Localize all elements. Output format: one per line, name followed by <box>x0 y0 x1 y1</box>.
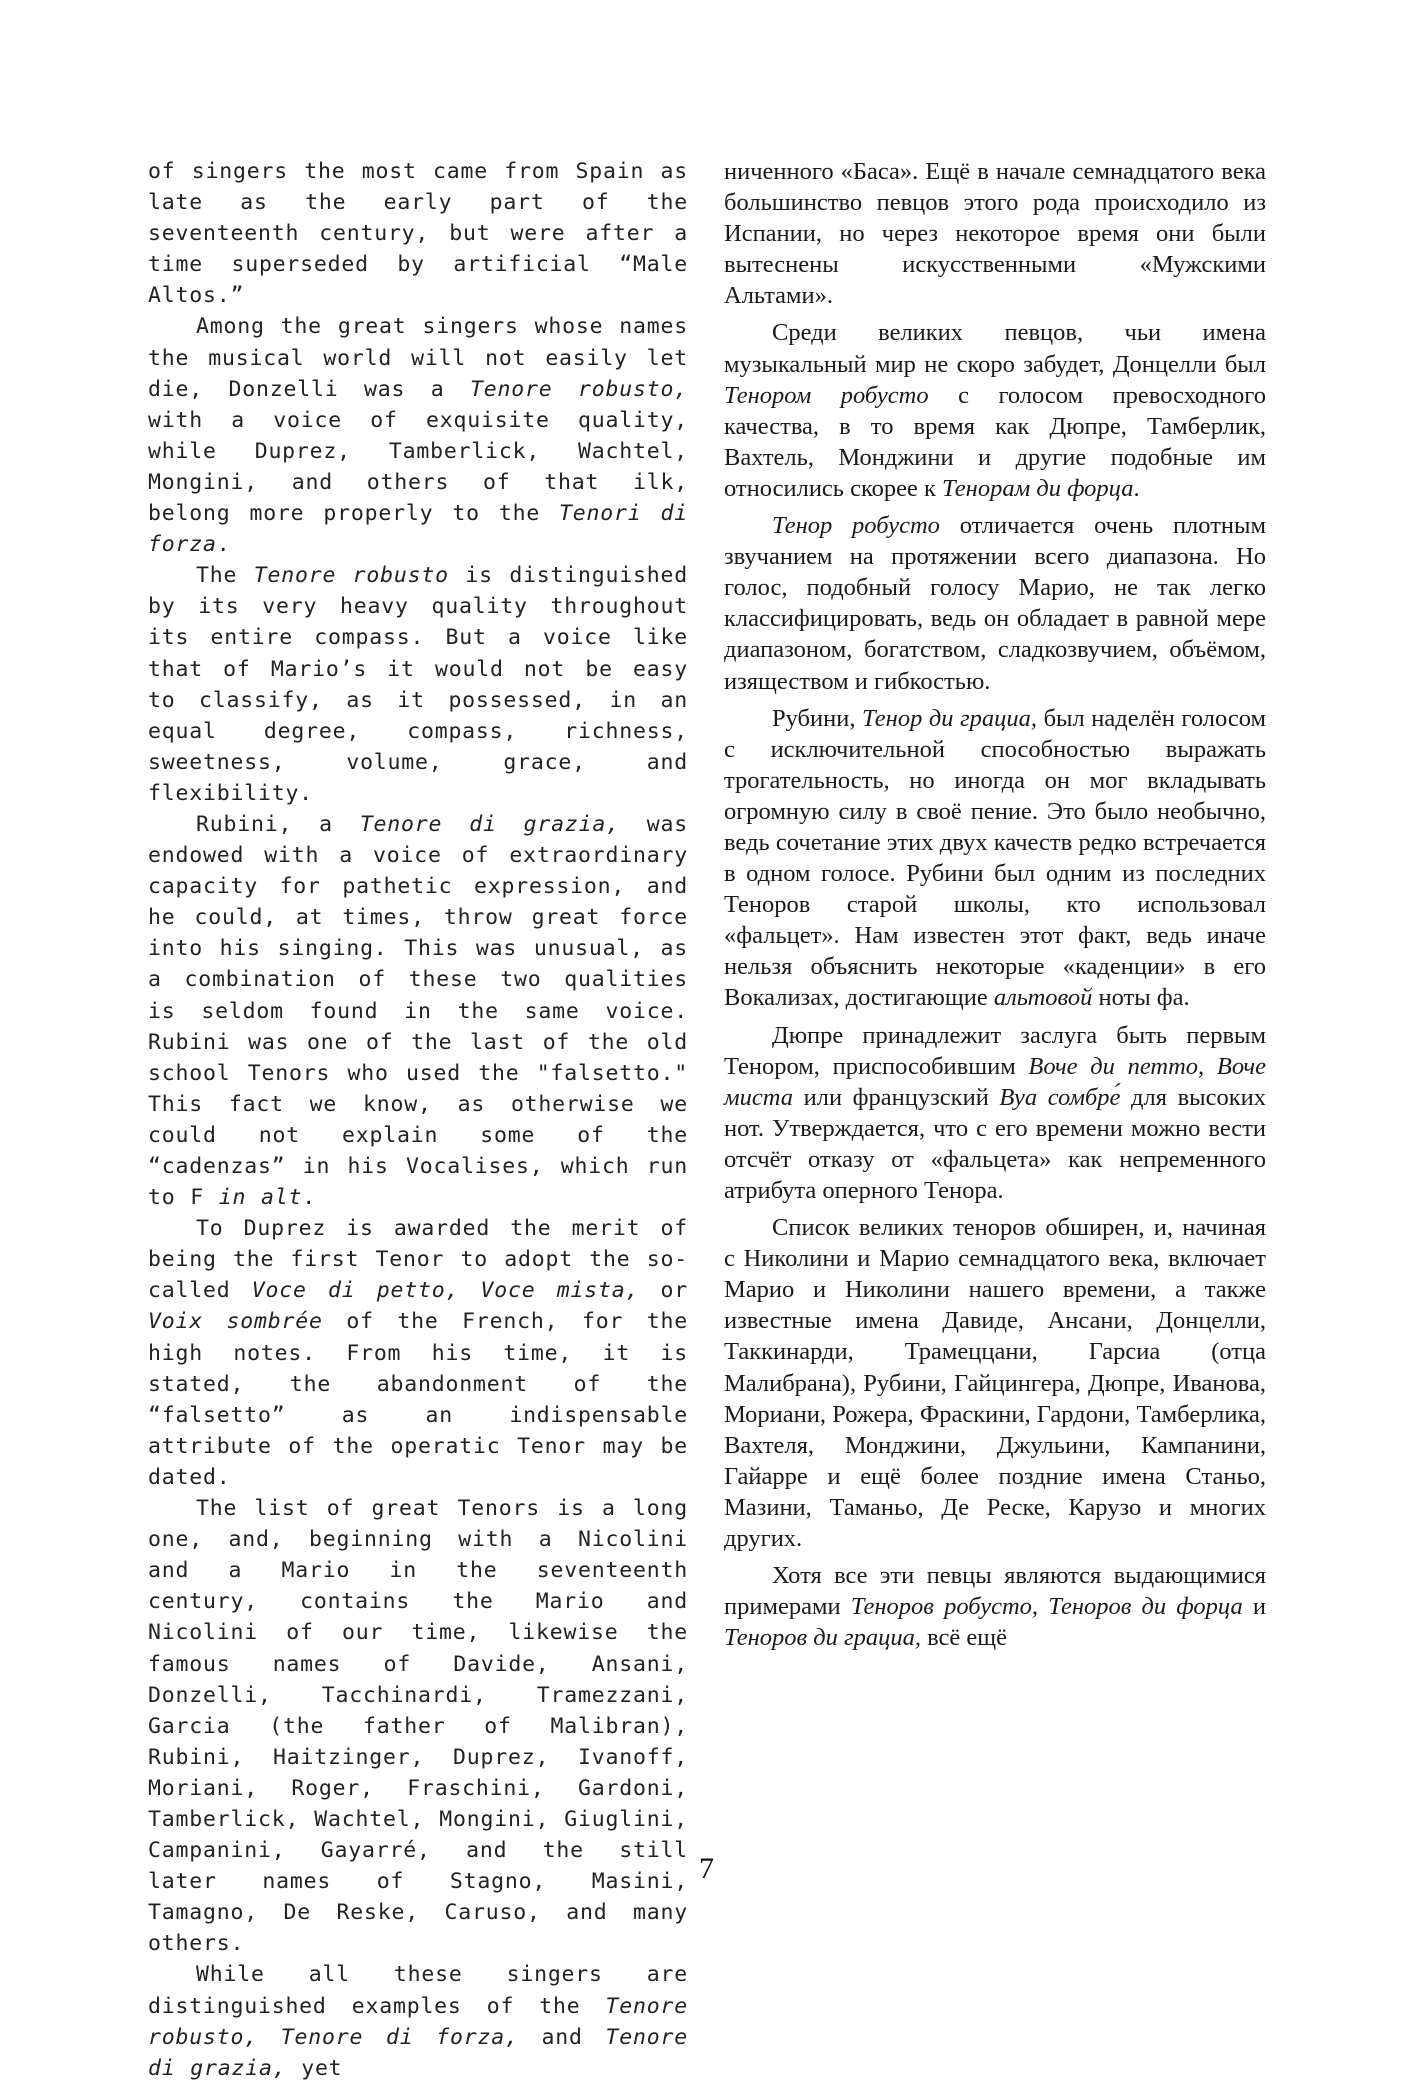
russian-paragraph-5 <box>724 1020 1266 1207</box>
russian-paragraph-3 <box>724 510 1266 697</box>
italic-term: Тенором робусто <box>724 381 929 409</box>
english-paragraph-7 <box>148 1959 688 2083</box>
text-run: or <box>639 1278 688 1304</box>
italic-term: Вуа сомбре́ <box>999 1083 1121 1111</box>
text-run: ноты фа. <box>1092 984 1190 1012</box>
text-run: is distinguished by its very heavy quality throughout its entire compass. But a voice like that of Mario’s it would not be easy to classify, as it possessed, in an equal degree, compass, richness, sweetness, volume, grace, and flexibility. <box>148 563 688 806</box>
russian-column <box>724 156 1266 1659</box>
text-run: To Duprez is awarded the merit of being the first Tenor to adopt the so-called <box>148 1216 688 1304</box>
text-run: with a voice of exquisite quality, while Duprez, Tamberlick, Wachtel, Mongini, and others of that ilk, belong more properly to the <box>148 407 688 527</box>
text-run: was endowed with a voice of extraordinary capacity for pathetic expression, and he could, at times, throw great force into his singing. This was unusual, as a combination of these two qualities is seldom found in the same voice. Rubini was one of the last of the old school Tenors who used the "falsetto." This fact we know, as otherwise we could not explain some of the “cadenzas” in his Vocalises, which run to F <box>148 811 688 1211</box>
english-column <box>148 156 688 2084</box>
english-paragraph-3 <box>148 560 688 809</box>
text-run: Среди великих певцов, чьи имена музыкальный мир не скоро забудет, Донцелли был <box>724 319 1266 378</box>
text-run: Хотя все эти певцы являются выдающимися примерами <box>724 1562 1266 1621</box>
english-paragraph-4 <box>148 809 688 1213</box>
text-run: Among the great singers whose names the musical world will not easily let die, Donzelli was a <box>148 314 688 402</box>
italic-term: Tenore robusto, Tenore di forza, <box>148 1993 688 2050</box>
russian-paragraph-6: Список великих теноров обширен, и, начиная с Николини и Марио семнадцатого века, включает Марио и Николини нашего времени, а также известные имена Давиде, Ансани, Донцелли, Таккинарди, Трамеццани, Гарсиа (отца Малибрана), Рубини, Гайцингера, Дюпре, Иванова, Мориани, Рожера, Фраскини, Гардони, Тамберлика, Вахтеля, Монджини, Джульини, Кампанини, Гайарре и ещё более поздние имена Станьо, Мазини, Таманьо, Де Реске, Карузо и многих других. <box>724 1214 1266 1553</box>
italic-term: Voix sombrée <box>148 1309 323 1335</box>
italic-term: Тенор робусто <box>772 512 940 540</box>
text-run: Рубини, <box>772 704 863 732</box>
text-run: and <box>518 2024 606 2050</box>
italic-term: Tenore di grazia, <box>148 2024 688 2081</box>
italic-term: альтовой <box>993 984 1093 1012</box>
text-run: и <box>1242 1593 1266 1621</box>
english-paragraph-6: The list of great Tenors is a long one, and, beginning with a Nicolini and a Mario in the seventeenth century, contains the Mario and Nicolini of our time, likewise the famous names of Davide, Ansani, Donzelli, Tacchinardi, Tramezzani, Garcia (the father of Malibran), Rubini, Haitzinger, Duprez, Ivanoff, Moriani, Roger, Fraschini, Gardoni, Tamberlick, Wachtel, Mongini, Giuglini, Campanini, Gayarré, and the still later names of Stagno, Masini, Tamagno, De Reske, Caruso, and many others. <box>148 1496 688 1957</box>
text-run: или французский <box>793 1083 1000 1111</box>
italic-term: Теноров ди грациа, <box>724 1624 921 1652</box>
text-run: был наделён голосом с исключительной способностью выражать трогательность, но иногда он мог вкладывать огромную силу в своё пение. Это было необычно, ведь сочетание этих двух качеств редко встречается в одном голосе. Рубини был одним из последних Теноров старой школы, кто использовал «фальцет». Нам известен этот факт, ведь иначе нельзя объяснить некоторые «каденции» в его Вокализах, достигающие <box>724 704 1266 1012</box>
text-run: с голосом превосходного качества, в то время как Дюпре, Тамберлик, Вахтель, Монджини и другие подобные им относились скорее к <box>724 381 1266 502</box>
russian-paragraph-1: ниченного «Баса». Ещё в начале семнадцатого века большинство певцов этого рода происходило из Испании, но через некоторое время они были вытеснены искусственными «Мужскими Альтами». <box>724 158 1266 310</box>
text-run: . <box>1133 474 1140 502</box>
text-run: While all these singers are distinguished examples of the <box>148 1962 688 2019</box>
page-number: 7 <box>699 1852 714 1885</box>
text-run: . <box>302 1185 316 1211</box>
text-run: отличается очень плотным звучанием на протяжении всего диапазона. Но голос, подобный голосу Марио, не так легко классифицировать, ведь он обладает в равной мере диапазоном, богатством, сладкозвучием, объёмом, изяществом и гибкостью. <box>724 512 1266 695</box>
italic-term: Tenore robusto, <box>470 376 688 402</box>
italic-term: Тенор ди грациа, <box>862 704 1038 732</box>
italic-term: Tenore di grazia, <box>359 811 620 837</box>
russian-paragraph-2 <box>724 317 1266 504</box>
italic-term: in alt <box>218 1185 303 1211</box>
english-paragraph-5 <box>148 1213 688 1493</box>
text-run: всё ещё <box>920 1624 1008 1652</box>
russian-paragraph-7 <box>724 1560 1266 1653</box>
italic-term: Теноров робусто, Теноров ди форца <box>850 1593 1243 1621</box>
text-run: The <box>196 563 254 589</box>
italic-term: Воче ди петто, Воче миста <box>724 1052 1266 1111</box>
russian-paragraph-4 <box>724 703 1266 1014</box>
text-run: для высоких нот. Утверждается, что с его времени можно вести отсчёт отказу от «фальцета» как непременного атрибута оперного Тенора. <box>724 1083 1266 1204</box>
text-run: Rubini, a <box>196 811 360 837</box>
english-paragraph-2 <box>148 311 688 560</box>
text-run: yet <box>286 2055 343 2081</box>
text-run: Дюпре принадлежит заслуга быть первым Тенором, приспособившим <box>724 1021 1266 1080</box>
italic-term: Tenori di forza <box>148 501 688 558</box>
text-run: of the French, for the high notes. From his time, it is stated, the abandonment of the “falsetto” as an indispensable attribute of the operatic Tenor may be dated. <box>148 1309 688 1490</box>
text-run: . <box>216 532 231 558</box>
italic-term: Тенорам ди форца <box>942 474 1134 502</box>
italic-term: Voce di petto, Voce mista, <box>251 1278 640 1304</box>
italic-term: Tenore robusto <box>253 563 449 589</box>
english-paragraph-1: of singers the most came from Spain as late as the early part of the seventeenth century, but were after a time superseded by artificial “Male Altos.” <box>148 159 688 309</box>
